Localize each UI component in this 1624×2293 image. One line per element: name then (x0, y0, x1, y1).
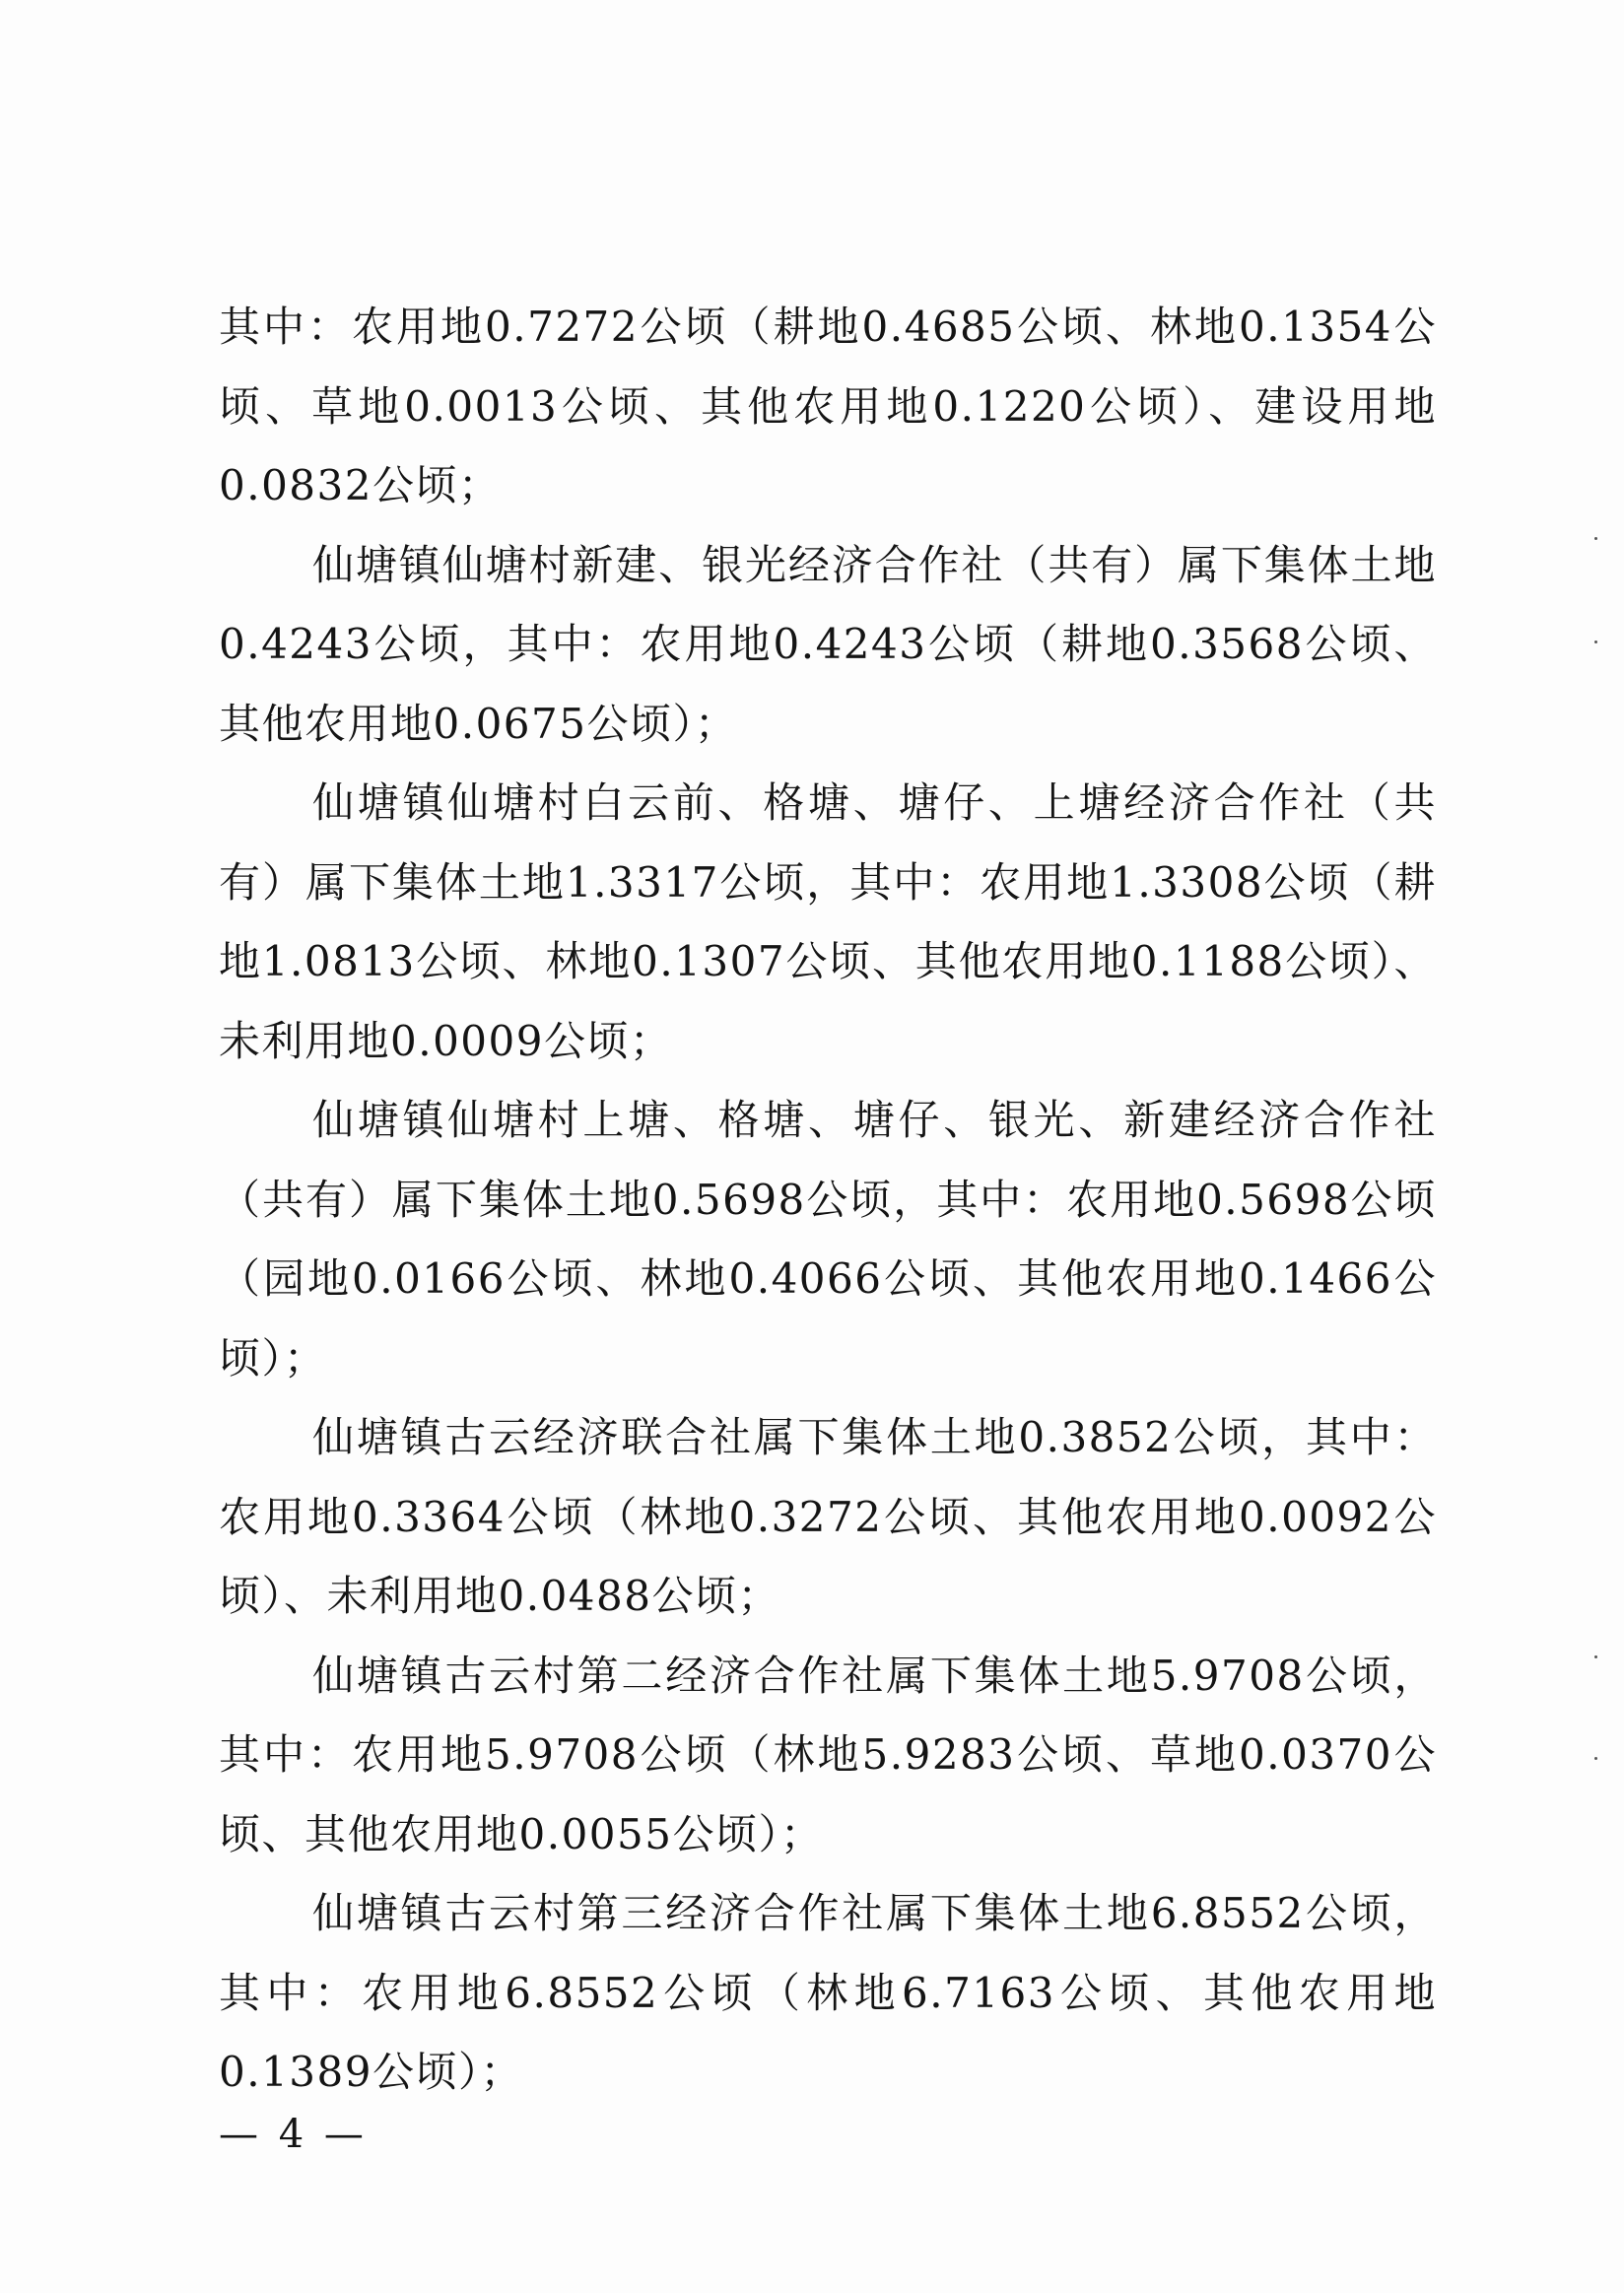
paragraph-3: 仙塘镇仙塘村白云前、格塘、塘仔、上塘经济合作社（共有）属下集体土地1.3317公顷，其中：农用地1.3308公顷（耕地1.0813公顷、林地0.1307公顷、其他农用地0.1188公顷）、未利用地0.0009公顷； (219, 778, 1437, 1065)
page-number: — 4 — (219, 2112, 368, 2157)
body-text (219, 288, 1437, 2113)
paragraph-5: 仙塘镇古云经济联合社属下集体土地0.3852公顷，其中：农用地0.3364公顷（林地0.3272公顷、其他农用地0.0092公顷）、未利用地0.0488公顷； (219, 1413, 1437, 1620)
paragraph-6: 仙塘镇古云村第二经济合作社属下集体土地5.9708公顷，其中：农用地5.9708公顷（林地5.9283公顷、草地0.0370公顷、其他农用地0.0055公顷）； (219, 1651, 1437, 1858)
paragraph-7: 仙塘镇古云村第三经济合作社属下集体土地6.8552公顷，其中：农用地6.8552公顷（林地6.7163公顷、其他农用地0.1389公顷）； (219, 1889, 1437, 2096)
scan-speck (1594, 641, 1597, 643)
paragraph-2: 仙塘镇仙塘村新建、银光经济合作社（共有）属下集体土地0.4243公顷，其中：农用地0.4243公顷（耕地0.3568公顷、其他农用地0.0675公顷）； (219, 540, 1437, 748)
scan-speck (1594, 537, 1597, 540)
paragraph-4: 仙塘镇仙塘村上塘、格塘、塘仔、银光、新建经济合作社（共有）属下集体土地0.5698公顷，其中：农用地0.5698公顷（园地0.0166公顷、林地0.4066公顷、其他农用地0.1466公顷）； (219, 1096, 1437, 1383)
scan-speck (1594, 1757, 1597, 1760)
paragraph-1: 其中：农用地0.7272公顷（耕地0.4685公顷、林地0.1354公顷、草地0.0013公顷、其他农用地0.1220公顷）、建设用地0.0832公顷； (219, 303, 1437, 509)
scan-speck (1594, 1655, 1597, 1658)
